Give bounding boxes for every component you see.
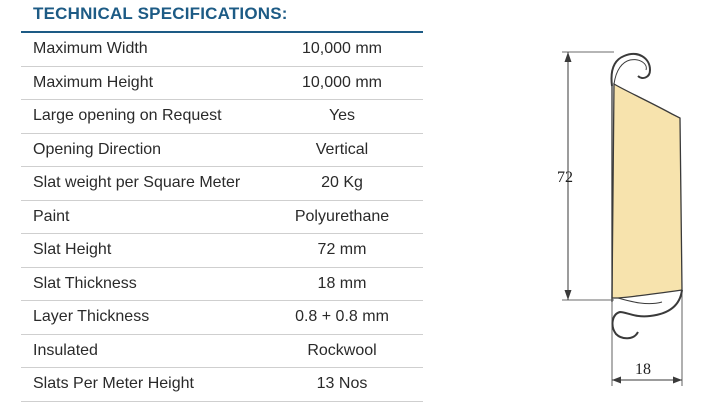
slat-profile-drawing xyxy=(540,40,704,400)
height-dimension-label: 72 xyxy=(557,169,573,186)
spec-value: 10,000 mm xyxy=(301,73,383,91)
spec-row xyxy=(21,368,423,402)
spec-label: Maximum Width xyxy=(33,40,148,58)
spec-label: Opening Direction xyxy=(33,140,162,158)
spec-row xyxy=(21,33,423,67)
spec-value: Yes xyxy=(328,107,356,125)
spec-row xyxy=(21,335,423,369)
spec-row xyxy=(21,167,423,201)
spec-row xyxy=(21,100,423,134)
slat-core-fill xyxy=(612,84,682,298)
spec-value: 20 Kg xyxy=(321,174,363,192)
spec-row xyxy=(21,201,423,235)
spec-row xyxy=(21,67,423,101)
spec-label: Slat weight per Square Meter xyxy=(33,174,241,192)
spec-value: Vertical xyxy=(315,140,369,158)
spec-value: 72 mm xyxy=(317,241,367,259)
spec-row xyxy=(21,234,423,268)
spec-table xyxy=(21,31,423,402)
spec-value: Rockwool xyxy=(307,341,377,359)
spec-label: Paint xyxy=(33,207,70,225)
thickness-dimension-label: 18 xyxy=(635,361,651,378)
spec-label: Slat Thickness xyxy=(33,274,137,292)
spec-label: Slats Per Meter Height xyxy=(33,375,194,393)
spec-label: Large opening on Request xyxy=(33,107,222,125)
spec-label: Slat Height xyxy=(33,241,112,259)
spec-label: Maximum Height xyxy=(33,73,154,91)
spec-value: Polyurethane xyxy=(294,207,390,225)
spec-value: 13 Nos xyxy=(316,375,368,393)
spec-value: 0.8 + 0.8 mm xyxy=(295,308,389,326)
spec-value: 10,000 mm xyxy=(301,40,383,58)
spec-label: Insulated xyxy=(33,341,98,359)
spec-row xyxy=(21,134,423,168)
spec-row xyxy=(21,301,423,335)
section-title: TECHNICAL SPECIFICATIONS: xyxy=(33,4,288,23)
spec-row xyxy=(21,268,423,302)
spec-label: Layer Thickness xyxy=(33,308,150,326)
slat-top-hook xyxy=(612,54,651,86)
spec-value: 18 mm xyxy=(317,274,367,292)
